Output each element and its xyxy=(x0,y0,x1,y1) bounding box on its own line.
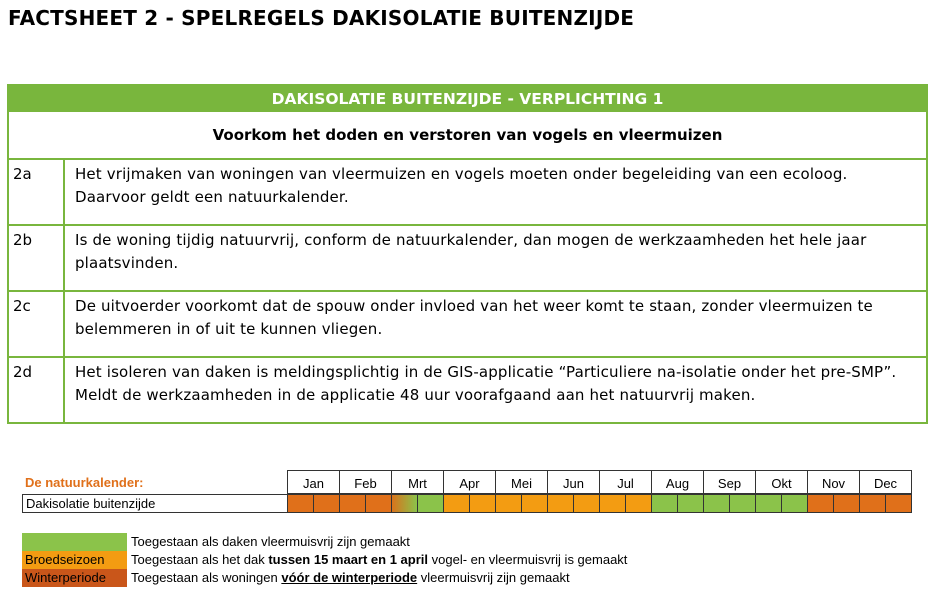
page-title: FACTSHEET 2 - SPELREGELS DAKISOLATIE BUITENZIJDE xyxy=(8,6,635,30)
calendar-month-header: Sep xyxy=(703,470,756,494)
legend-swatch xyxy=(22,533,127,551)
legend-text: Toegestaan als woningen vóór de winterperiode vleermuisvrij zijn gemaakt xyxy=(131,570,570,585)
rule-row xyxy=(9,358,926,422)
calendar-period-cell xyxy=(391,494,418,513)
calendar-period-cell xyxy=(885,494,912,513)
rule-text: De uitvoerder voorkomt dat de spouw onder invloed van het weer komt te staan, zonder vleermuizen te belemmeren in of uit te kunnen vliegen. xyxy=(75,297,873,338)
calendar-period-cell xyxy=(547,494,574,513)
calendar-row-label: Dakisolatie buitenzijde xyxy=(22,494,288,513)
calendar-period-cell xyxy=(573,494,600,513)
rule-id: 2a xyxy=(9,160,65,224)
calendar-month-header: Nov xyxy=(807,470,860,494)
calendar-period-cell xyxy=(833,494,860,513)
calendar-month-header: Okt xyxy=(755,470,808,494)
rule-id: 2c xyxy=(9,292,65,356)
legend-text: Toegestaan als daken vleermuisvrij zijn gemaakt xyxy=(131,534,410,549)
calendar-month-header: Mei xyxy=(495,470,548,494)
calendar-period-cell xyxy=(339,494,366,513)
calendar-title: De natuurkalender: xyxy=(25,475,144,490)
rule-id: 2b xyxy=(9,226,65,290)
calendar-period-cell xyxy=(287,494,314,513)
calendar-month-header: Jul xyxy=(599,470,652,494)
obligation-header: DAKISOLATIE BUITENZIJDE - VERPLICHTING 1 xyxy=(9,86,926,112)
calendar-period-cell xyxy=(781,494,808,513)
legend-text: Toegestaan als het dak tussen 15 maart en 1 april vogel- en vleermuisvrij is gemaakt xyxy=(131,552,628,567)
calendar-period-cell xyxy=(729,494,756,513)
calendar-period-cell xyxy=(495,494,522,513)
calendar-period-cell xyxy=(651,494,678,513)
calendar-month-header: Jun xyxy=(547,470,600,494)
calendar-period-cell xyxy=(599,494,626,513)
calendar-period-cell xyxy=(703,494,730,513)
calendar-period-cell xyxy=(443,494,470,513)
calendar-month-header: Feb xyxy=(339,470,392,494)
rule-row xyxy=(9,292,926,358)
calendar-period-cell xyxy=(625,494,652,513)
legend-swatch: Broedseizoen xyxy=(22,551,127,569)
rule-text: Is de woning tijdig natuurvrij, conform de natuurkalender, dan mogen de werkzaamheden het hele jaar plaatsvinden. xyxy=(75,231,867,272)
calendar-period-cell xyxy=(677,494,704,513)
calendar-period-cell xyxy=(755,494,782,513)
obligation-subtitle: Voorkom het doden en verstoren van vogels en vleermuizen xyxy=(9,112,926,160)
rule-row xyxy=(9,160,926,226)
calendar-month-header: Aug xyxy=(651,470,704,494)
calendar-period-cell xyxy=(521,494,548,513)
rule-text: Het isoleren van daken is meldingsplichtig in de GIS-applicatie “Particuliere na-isolatie onder het pre-SMP”. Meldt de werkzaamheden in de applicatie 48 uur voorafgaand aan het natuurvrij maken. xyxy=(75,363,897,404)
calendar-month-header: Dec xyxy=(859,470,912,494)
calendar-period-cell xyxy=(365,494,392,513)
calendar-period-cell xyxy=(469,494,496,513)
legend-swatch: Winterperiode xyxy=(22,569,127,587)
rule-id: 2d xyxy=(9,358,65,422)
calendar-period-cell xyxy=(859,494,886,513)
calendar-period-cell xyxy=(313,494,340,513)
rule-row xyxy=(9,226,926,292)
calendar-month-header: Jan xyxy=(287,470,340,494)
obligation-table xyxy=(7,84,928,424)
calendar-period-cell xyxy=(807,494,834,513)
calendar-month-header: Apr xyxy=(443,470,496,494)
calendar-month-header: Mrt xyxy=(391,470,444,494)
calendar-period-cell xyxy=(417,494,444,513)
rule-text: Het vrijmaken van woningen van vleermuizen en vogels moeten onder begeleiding van een ecoloog. Daarvoor geldt een natuurkalender. xyxy=(75,165,848,206)
